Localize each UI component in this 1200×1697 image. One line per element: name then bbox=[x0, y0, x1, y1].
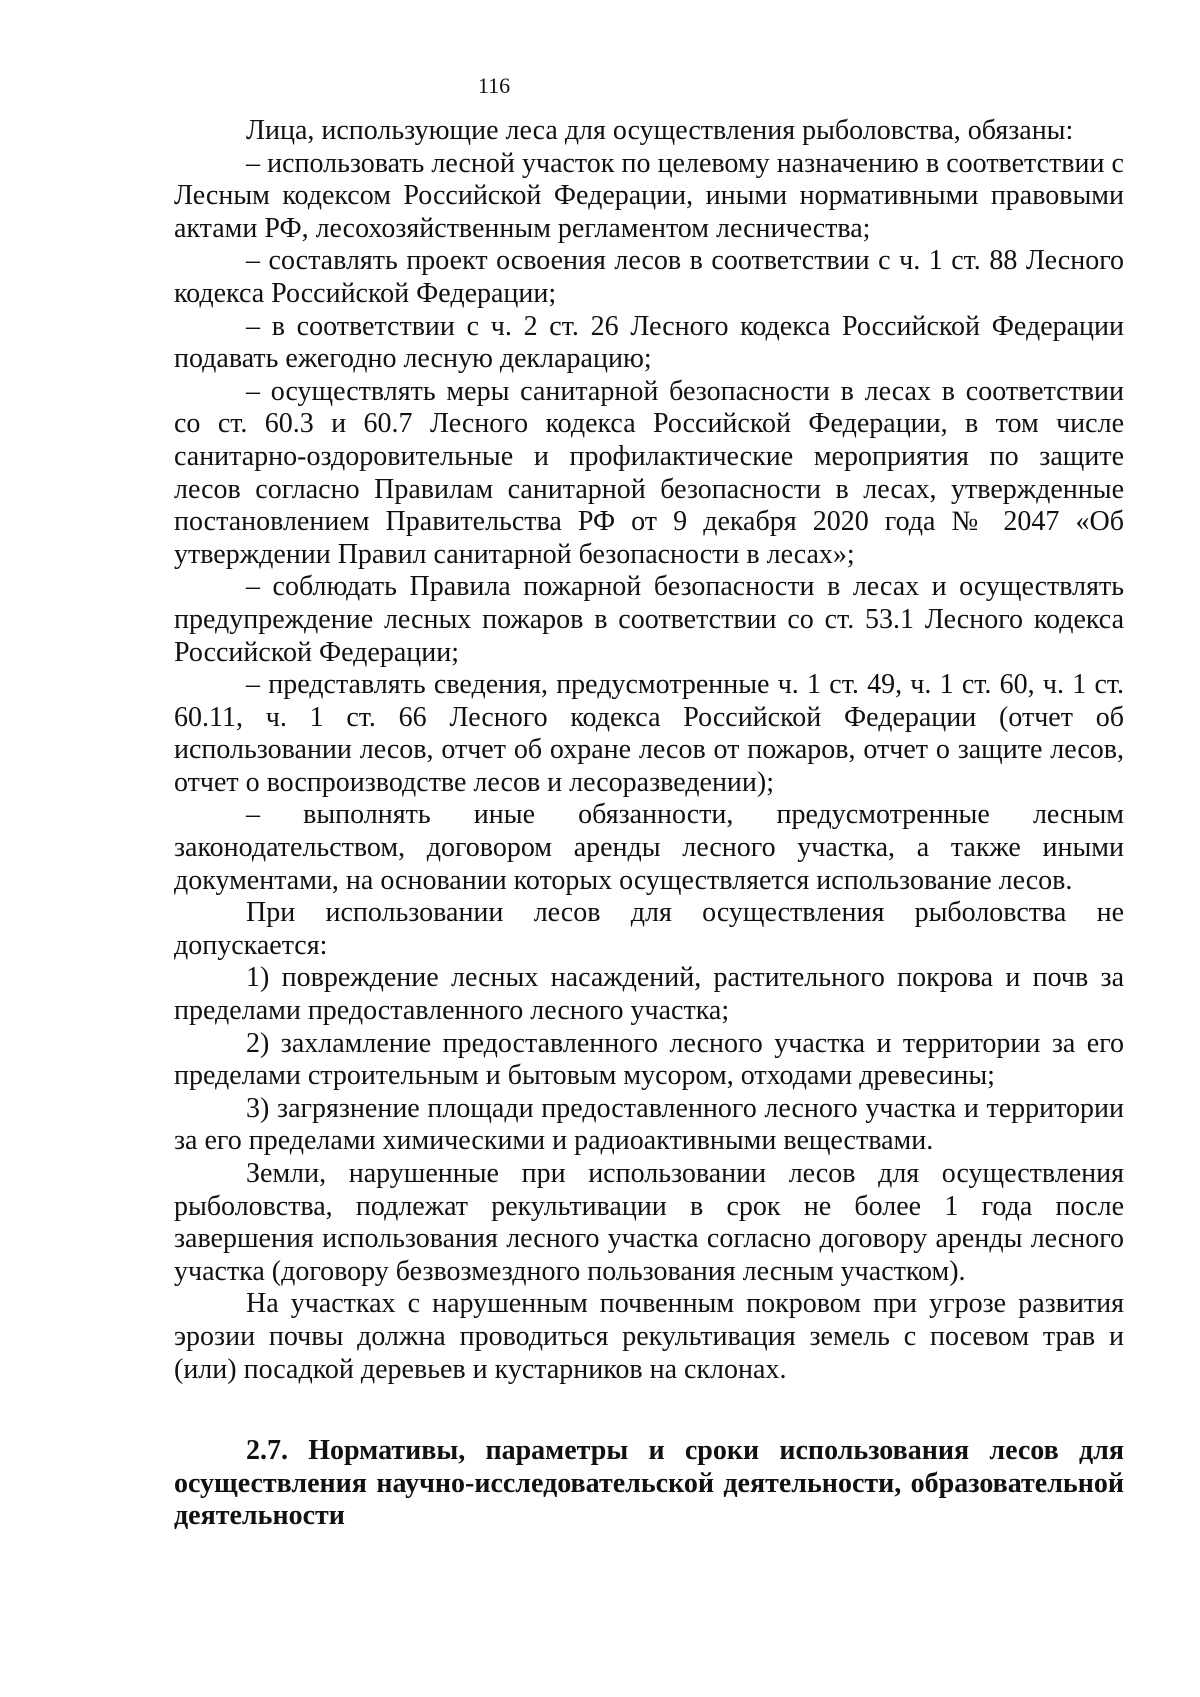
paragraph-obligation-6: – представлять сведения, предусмотренные ч. 1 ст. 49, ч. 1 ст. 60, ч. 1 ст. 60.11, ч. 1 ст. 66 Лесного кодекса Российской Федерации (отчет об использовании лесов, отчет об охране лесов от пожаров, отчет о защите лесов, отчет о воспроизводстве лесов и лесоразведении); bbox=[174, 669, 1124, 798]
body-text bbox=[174, 115, 1124, 1386]
section-heading bbox=[174, 1435, 1124, 1533]
section-heading-text: 2.7. Нормативы, параметры и сроки использования лесов для осуществления научно-исследовательской деятельности, образовательной деятельности bbox=[174, 1435, 1124, 1532]
paragraph-obligation-1: – использовать лесной участок по целевому назначению в соответствии с Лесным кодексом Российской Федерации, иными нормативными правовыми актами РФ, лесохозяйственным регламентом лесничества; bbox=[174, 147, 1124, 244]
paragraph-recultivation: Земли, нарушенные при использовании лесов для осуществления рыболовства, подлежат рекультивации в срок не более 1 года после завершения использования лесного участка согласно договору аренды лесного участка (договору безвозмездного пользования лесным участком). bbox=[174, 1158, 1124, 1287]
paragraph-prohibition-1: 1) повреждение лесных насаждений, растительного покрова и почв за пределами предоставленного лесного участка; bbox=[174, 962, 1124, 1027]
paragraph-obligation-3: – в соответствии с ч. 2 ст. 26 Лесного кодекса Российской Федерации подавать ежегодно лесную декларацию; bbox=[174, 310, 1124, 375]
paragraph-prohibition-intro: При использовании лесов для осуществления рыболовства не допускается: bbox=[174, 897, 1124, 961]
paragraph-prohibition-3: 3) загрязнение площади предоставленного лесного участка и территории за его пределами химическими и радиоактивными веществами. bbox=[174, 1092, 1124, 1157]
paragraph-obligation-2: – составлять проект освоения лесов в соответствии с ч. 1 ст. 88 Лесного кодекса Российской Федерации; bbox=[174, 245, 1124, 309]
paragraph-erosion: На участках с нарушенным почвенным покровом при угрозе развития эрозии почвы должна проводиться рекультивация земель с посевом трав и (или) посадкой деревьев и кустарников на склонах. bbox=[174, 1288, 1124, 1385]
paragraph-intro: Лица, использующие леса для осуществления рыболовства, обязаны: bbox=[246, 115, 1074, 146]
paragraph-obligation-5: – соблюдать Правила пожарной безопасности в лесах и осуществлять предупреждение лесных пожаров в соответствии со ст. 53.1 Лесного кодекса Российской Федерации; bbox=[174, 571, 1124, 668]
page-number: 116 bbox=[477, 73, 511, 98]
paragraph-obligation-4: – осуществлять меры санитарной безопасности в лесах в соответствии со ст. 60.3 и 60.7 Лесного кодекса Российской Федерации, в том числе санитарно-оздоровительные и профилактические мероприятия по защите лесов согласно Правилам санитарной безопасности в лесах, утвержденные постановлением Правительства РФ от 9 декабря 2020 года № 2047 «Об утверждении Правил санитарной безопасности в лесах»; bbox=[174, 375, 1124, 570]
paragraph-prohibition-2: 2) захламление предоставленного лесного участка и территории за его пределами строительным и бытовым мусором, отходами древесины; bbox=[174, 1027, 1124, 1092]
paragraph-obligation-7: – выполнять иные обязанности, предусмотренные лесным законодательством, договором аренды лесного участка, а также иными документами, на основании которых осуществляется использование лесов. bbox=[174, 799, 1124, 896]
